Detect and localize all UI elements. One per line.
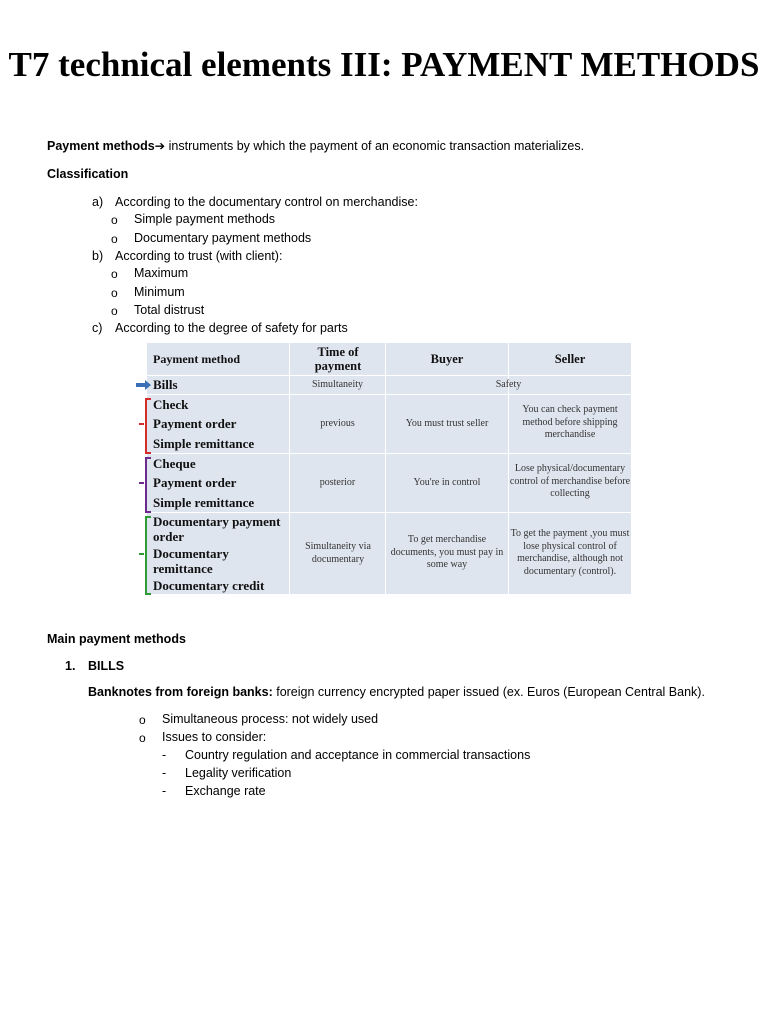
bullet-icon: o: [111, 304, 118, 318]
group-bracket-green: [145, 516, 151, 595]
bills-time: Simultaneity: [311, 379, 364, 390]
row-label: Cheque: [153, 456, 196, 471]
bullet-icon: o: [111, 267, 118, 281]
intro-term: Payment methods: [47, 139, 155, 153]
section-title: BILLS: [88, 659, 125, 673]
sub-item: Maximum: [134, 266, 189, 280]
group1-seller: You can check payment method before shipping merchandise: [522, 404, 618, 440]
classification-item-a: According to the documentary control on merchandise:: [115, 195, 418, 209]
bills-definition: [88, 684, 705, 700]
main-heading: Main payment methods: [47, 632, 186, 646]
group-bracket-purple: [145, 457, 151, 513]
bullet-item: Issues to consider:: [162, 730, 267, 744]
sub-item: Total distrust: [134, 303, 205, 317]
group-bracket-tick: [139, 423, 144, 425]
row-label: Check: [153, 397, 189, 412]
header-time-of-payment: Time of payment: [314, 345, 362, 373]
row-label-bills: Bills: [153, 377, 178, 392]
dash-item: Legality verification: [185, 766, 292, 780]
header-payment-method: Payment method: [153, 352, 240, 366]
sub-item: Minimum: [134, 285, 185, 299]
bills-definition-text: foreign currency encrypted paper issued (ex. Euros (European Central Bank).: [272, 685, 705, 699]
list-marker-c: c): [92, 321, 103, 335]
dash-marker: -: [162, 748, 167, 762]
group1-buyer: You must trust seller: [405, 418, 489, 429]
dash-marker: -: [162, 784, 167, 798]
dash-marker: -: [162, 766, 167, 780]
page-title: T7 technical elements III: PAYMENT METHODS: [8, 45, 760, 84]
header-buyer: Buyer: [430, 352, 464, 366]
bullet-icon: o: [111, 232, 118, 246]
group2-seller: Lose physical/documentary control of merchandise before collecting: [509, 463, 631, 499]
bullet-icon: o: [139, 731, 146, 745]
row-label: Payment order: [153, 475, 237, 490]
row-divider: [147, 394, 631, 395]
group3-time: Simultaneity via documentary: [305, 541, 371, 565]
list-marker-a: a): [92, 195, 104, 209]
classification-heading: Classification: [47, 167, 129, 181]
header-seller: Seller: [554, 352, 586, 366]
bullet-item: Simultaneous process: not widely used: [162, 712, 379, 726]
section-number: 1.: [65, 659, 76, 673]
sub-item: Documentary payment methods: [134, 231, 312, 245]
sub-item: Simple payment methods: [134, 212, 276, 226]
bullet-icon: o: [111, 286, 118, 300]
intro-line: [47, 138, 584, 154]
row-label: Documentary remittance: [153, 546, 229, 576]
intro-definition: instruments by which the payment of an economic transaction materializes.: [165, 139, 585, 153]
bills-safety: Safety: [495, 379, 522, 390]
row-divider: [147, 375, 631, 376]
group1-time: previous: [320, 418, 355, 429]
group2-time: posterior: [319, 477, 356, 488]
dash-item: Country regulation and acceptance in commercial transactions: [185, 748, 531, 762]
group-bracket-tick: [139, 482, 144, 484]
group3-buyer: To get merchandise documents, you must pay in some way: [390, 534, 504, 570]
group2-buyer: You're in control: [413, 477, 481, 488]
row-label: Payment order: [153, 416, 237, 431]
bullet-icon: o: [139, 713, 146, 727]
classification-item-c: According to the degree of safety for parts: [115, 321, 348, 335]
right-arrow-icon: ➔: [154, 139, 166, 153]
list-marker-b: b): [92, 249, 104, 263]
payment-methods-table: [147, 343, 631, 594]
row-divider: [147, 512, 631, 513]
bills-definition-term: Banknotes from foreign banks:: [88, 685, 273, 699]
group3-seller: To get the payment ,you must lose physical control of merchandise, although not documentary (control).: [510, 528, 630, 577]
bullet-icon: o: [111, 213, 118, 227]
row-label: Documentary payment order: [153, 514, 281, 544]
pointer-arrow-icon: [136, 380, 152, 390]
row-label: Simple remittance: [153, 436, 255, 451]
row-label: Documentary credit: [153, 578, 265, 593]
row-divider: [147, 453, 631, 454]
dash-item: Exchange rate: [185, 784, 266, 798]
group-bracket-red: [145, 398, 151, 454]
group-bracket-tick: [139, 553, 144, 555]
classification-item-b: According to trust (with client):: [115, 249, 283, 263]
row-label: Simple remittance: [153, 495, 255, 510]
